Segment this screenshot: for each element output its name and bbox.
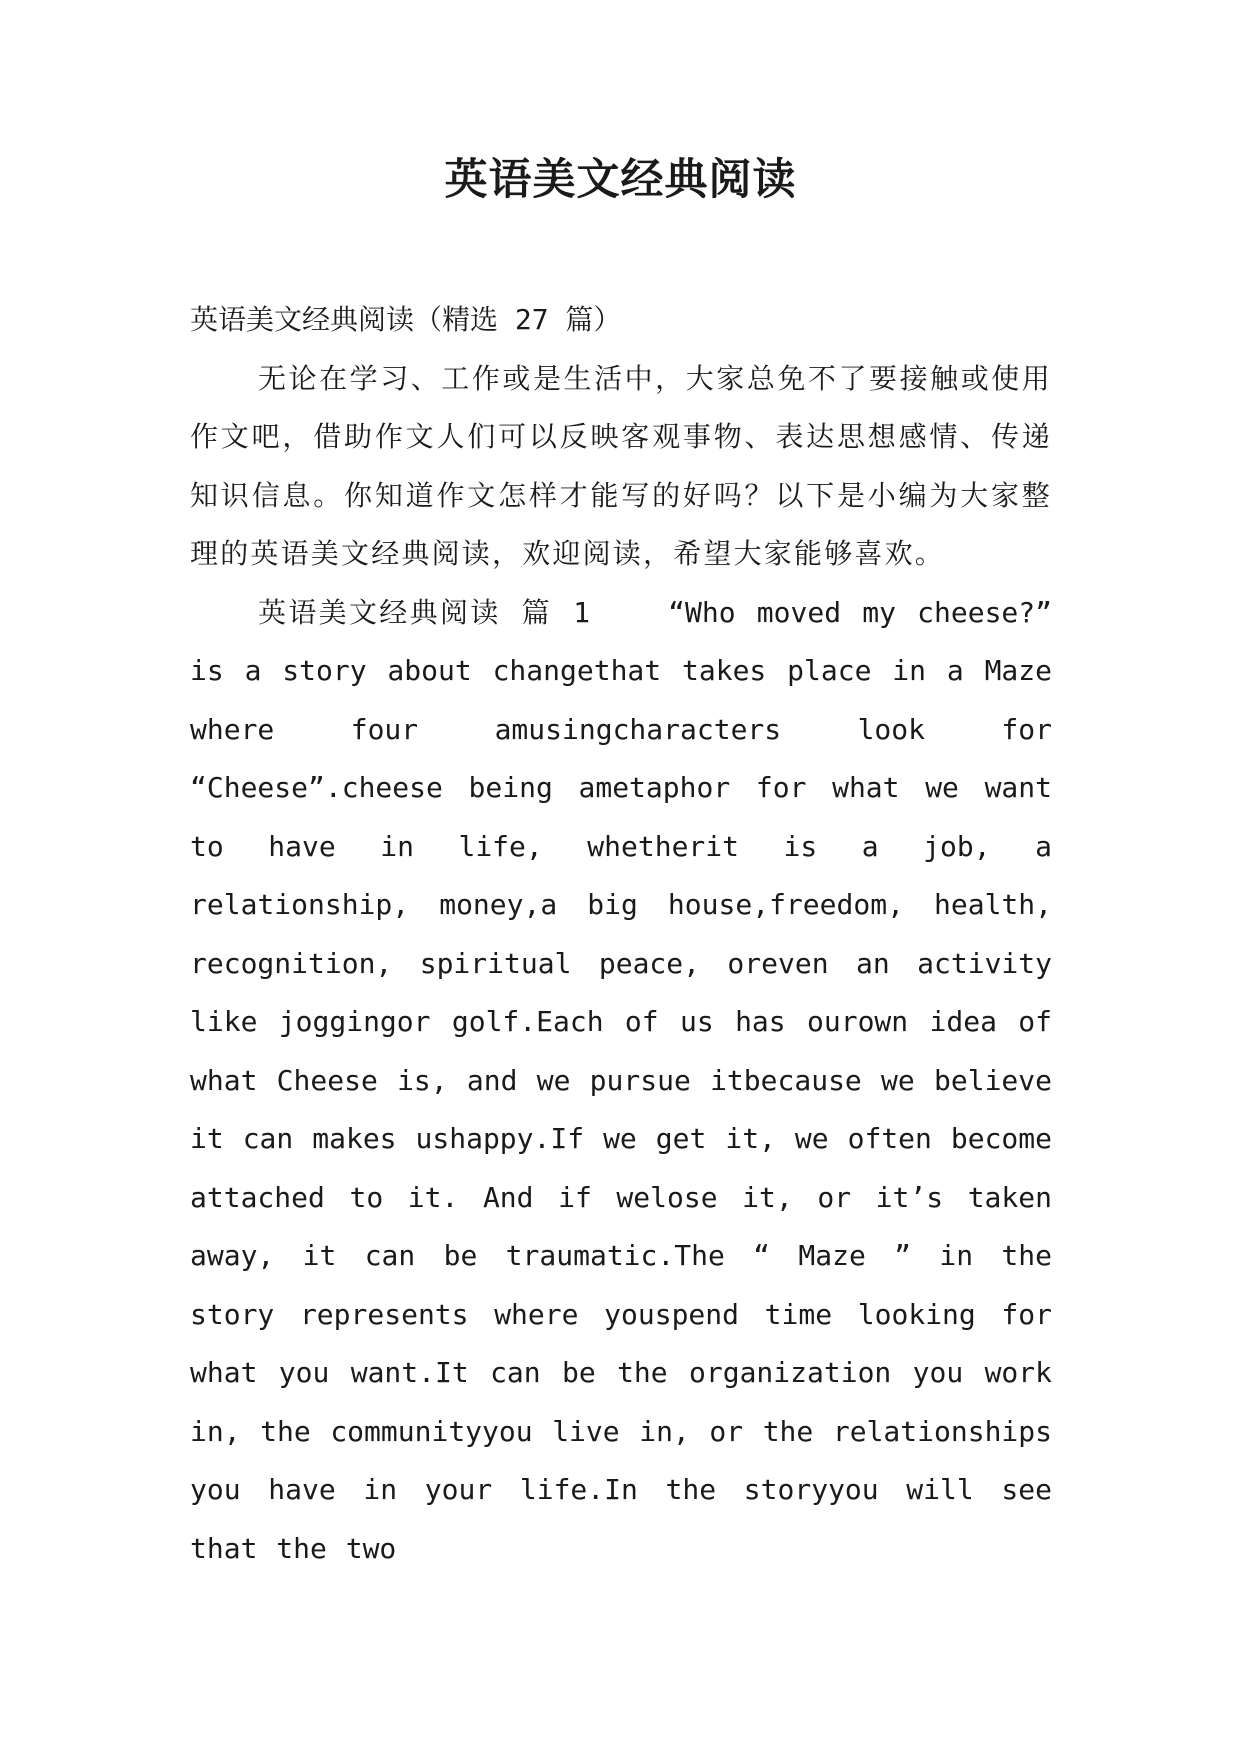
intro-paragraph: 无论在学习、工作或是生活中，大家总免不了要接触或使用作文吧，借助作文人们可以反映客观事物、表达思想感情、传递知识信息。你知道作文怎样才能写的好吗？以下是小编为大家整理的英语美文经典阅读，欢迎阅读，希望大家能够喜欢。: [190, 361, 1052, 570]
section-1-text: “Who moved my cheese?” is a story about changethat takes place in a Maze where four amusingcharacters look for “Cheese”.cheese being ametaphor for what we want to have in life, whetherit is a job, a relationship, money,a big house,freedom, health, recognition, spiritual peace, oreven an activity like joggingor golf.Each of us has ourown idea of what Cheese is, and we pursue itbecause we believe it can makes ushappy.If we get it, we often become attached to it. And if welose it, or it’s taken away, it can be traumatic.The “ Maze ” in the story represents where youspend time looking for what you want.It can be the organization you work in, the communityyou live in, or the relationships you have in your life.In the storyyou will see that the two: [190, 595, 1052, 1565]
document-subtitle: 英语美文经典阅读（精选 27 篇）: [190, 303, 622, 336]
section-1-paragraph: [190, 584, 1052, 1579]
section-1-heading: 英语美文经典阅读 篇 1: [258, 595, 591, 629]
document-title: 英语美文经典阅读: [444, 155, 797, 205]
document-body: [190, 291, 1052, 1578]
